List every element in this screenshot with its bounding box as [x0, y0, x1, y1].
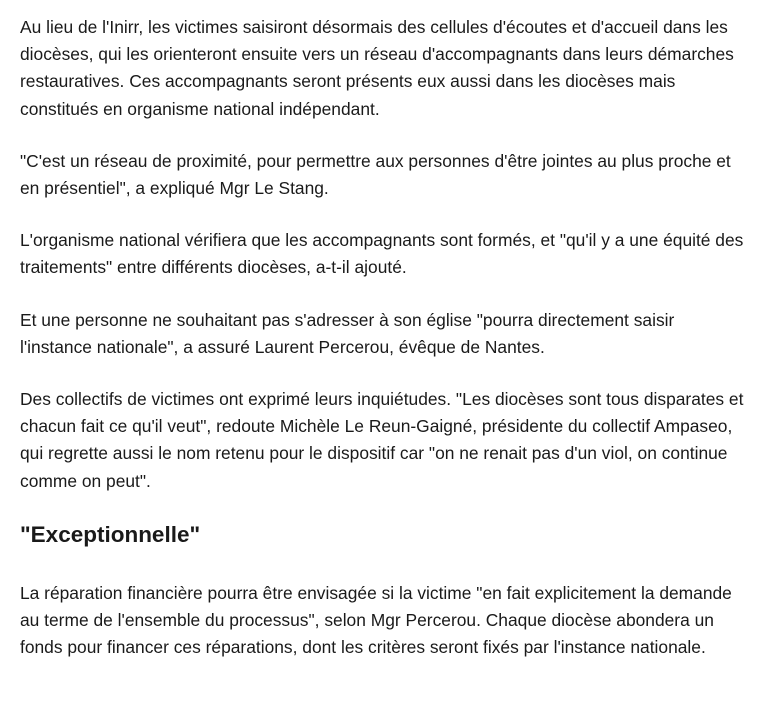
article-paragraph: Des collectifs de victimes ont exprimé leurs inquiétudes. "Les diocèses sont tous disparates et chacun fait ce qu'il veut", redoute Michèle Le Reun-Gaigné, présidente du collectif Ampaseo, qui regrette aussi le nom retenu pour le dispositif car "on ne renait pas d'un viol, on continue comme on peut".: [20, 389, 744, 491]
article-paragraph: "C'est un réseau de proximité, pour permettre aux personnes d'être jointes au plus proche et en présentiel", a expliqué Mgr Le Stang.: [20, 150, 731, 199]
article-paragraph: Au lieu de l'Inirr, les victimes saisiront désormais des cellules d'écoutes et d'accueil dans les diocèses, qui les orienteront ensuite vers un réseau d'accompagnants dans leurs démarches restauratives. Ces accompagnants seront présents eux aussi dans les diocèses mais constitués en organisme national indépendant.: [20, 17, 734, 119]
article-paragraph: Et une personne ne souhaitant pas s'adresser à son église "pourra directement saisir l'instance nationale", a assuré Laurent Percerou, évêque de Nantes.: [20, 309, 675, 357]
article-paragraph: La réparation financière pourra être envisagée si la victime "en fait explicitement la demande au terme de l'ensemble du processus", selon Mgr Percerou. Chaque diocèse abondera un fonds pour financer ces réparations, dont les critères seront fixés par l'instance nationale.: [20, 582, 732, 658]
section-heading: "Exceptionnelle": [20, 521, 201, 547]
article-paragraph: L'organisme national vérifiera que les accompagnants sont formés, et "qu'il y a une équité des traitements" entre différents diocèses, a-t-il ajouté.: [20, 230, 744, 278]
